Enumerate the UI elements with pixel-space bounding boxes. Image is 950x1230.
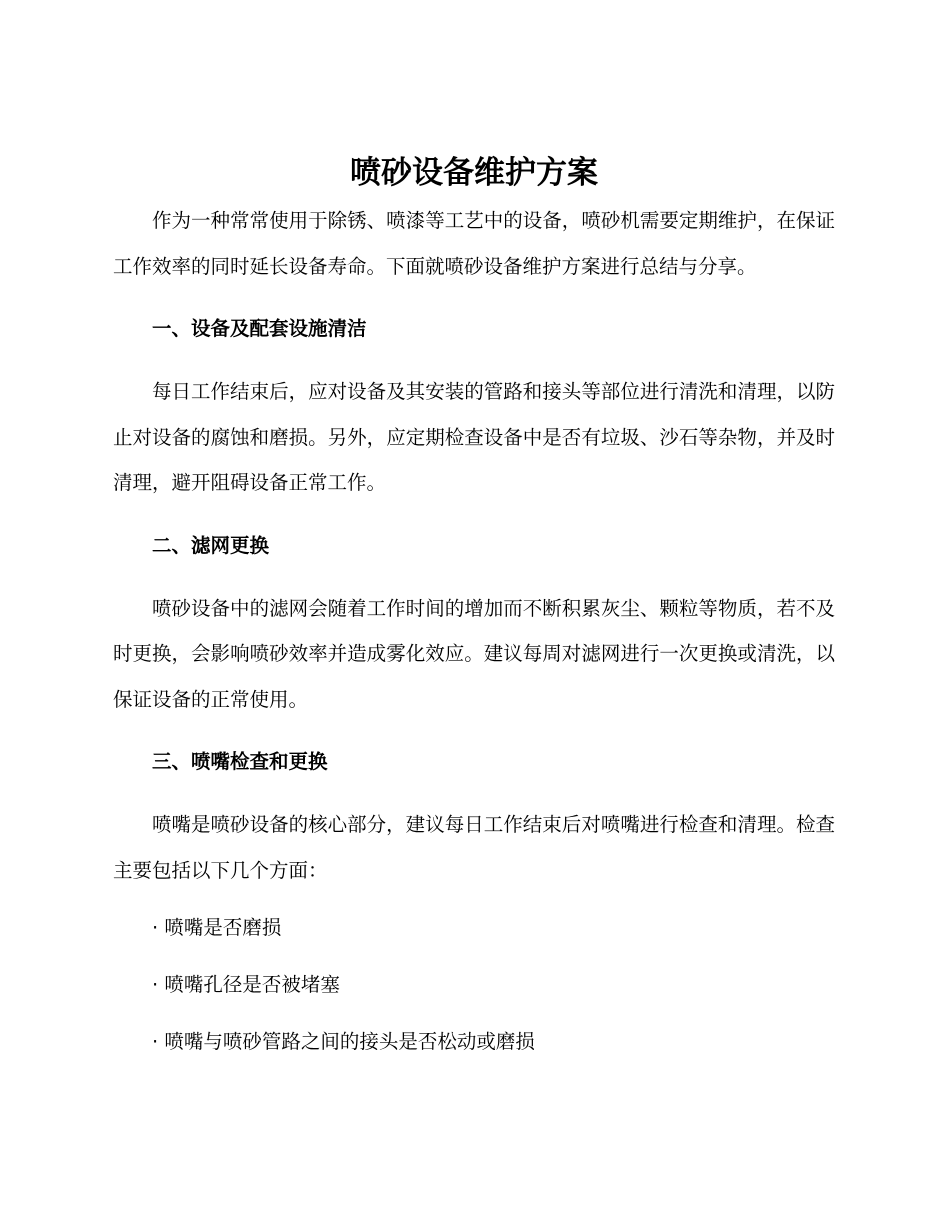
- list-item: · 喷嘴与喷砂管路之间的接头是否松动或磨损: [152, 1030, 535, 1053]
- list-item: · 喷嘴是否磨损: [152, 916, 282, 939]
- intro-paragraph: 作为一种常常使用于除锈、喷漆等工艺中的设备，喷砂机需要定期维护，在保证工作效率的同时延长设备寿命。下面就喷砂设备维护方案进行总结与分享。: [113, 209, 835, 278]
- document-page: [113, 148, 835, 1064]
- section-body-2: 喷砂设备中的滤网会随着工作时间的增加而不断积累灰尘、颗粒等物质，若不及时更换，会影响喷砂效率并造成雾化效应。建议每周对滤网进行一次更换或清洗，以保证设备的正常使用。: [113, 596, 835, 711]
- section-heading-1: 一、设备及配套设施清洁: [152, 317, 367, 340]
- section-heading-3: 三、喷嘴检查和更换: [152, 750, 328, 773]
- section-heading-2: 二、滤网更换: [152, 533, 270, 557]
- list-item: · 喷嘴孔径是否被堵塞: [152, 973, 340, 996]
- section-body-1: 每日工作结束后，应对设备及其安装的管路和接头等部位进行清洗和清理，以防止对设备的腐蚀和磨损。另外，应定期检查设备中是否有垃圾、沙石等杂物，并及时清理，避开阻碍设备正常工作。: [113, 380, 835, 494]
- section-body-3: 喷嘴是喷砂设备的核心部分，建议每日工作结束后对喷嘴进行检查和清理。检查主要包括以下几个方面：: [113, 813, 835, 882]
- document-title: 喷砂设备维护方案: [350, 155, 598, 191]
